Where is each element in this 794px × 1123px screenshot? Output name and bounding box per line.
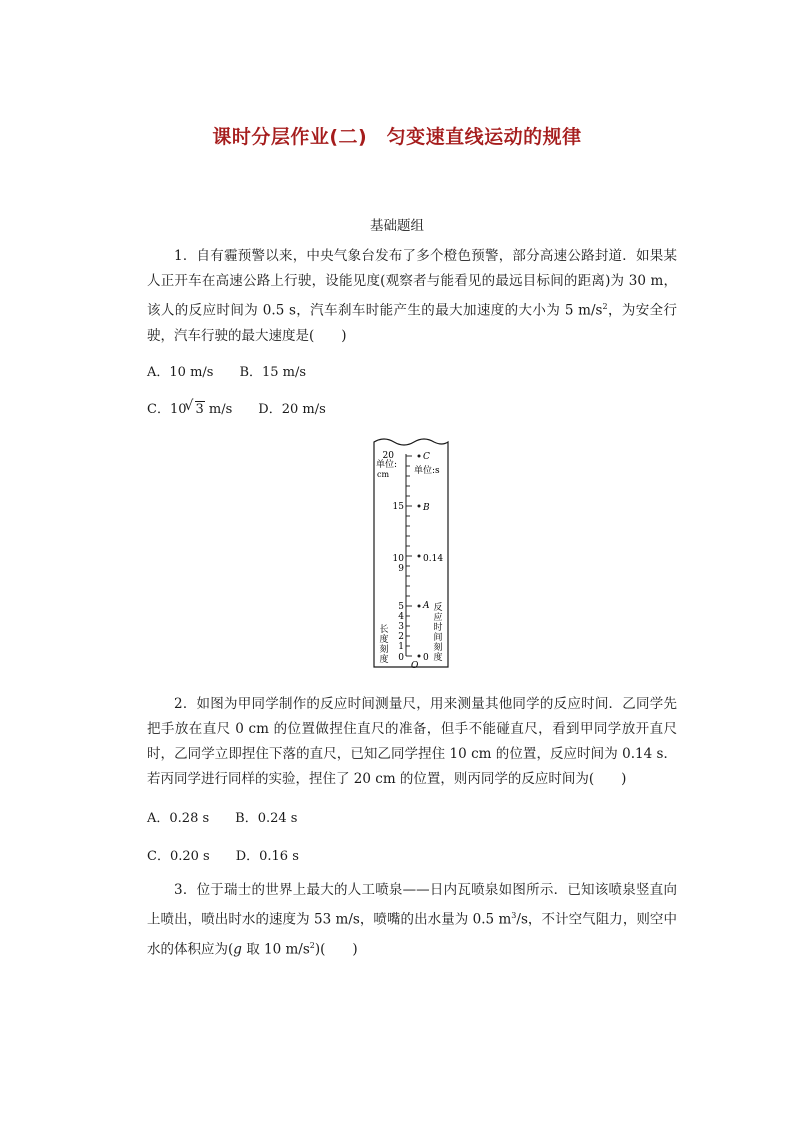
q2-option-d: D．0.16 s bbox=[235, 849, 299, 864]
q3-g-letter: g bbox=[233, 941, 242, 957]
right-vlabel-char: 反 bbox=[433, 603, 443, 613]
left-label-5: 5 bbox=[398, 602, 404, 612]
point-a-dot bbox=[418, 605, 421, 608]
q3-sup-1: 3 bbox=[511, 911, 517, 920]
q3-text-3: 取 10 m/s bbox=[241, 941, 310, 957]
left-label-10: 10 bbox=[392, 554, 404, 564]
left-label-15: 15 bbox=[392, 502, 404, 512]
left-label-4: 4 bbox=[398, 612, 404, 622]
question-2-text: 2．如图为甲同学制作的反应时间测量尺，用来测量其他同学的反应时间．乙同学先把手放在直尺 0 cm 的位置做捏住直尺的准备，但手不能碰直尺，看到甲同学放开直尺时，乙同学立即捏住下落的直尺，已知乙同学捏住 10 cm 的位置，反应时间为 0.14 s．若丙同学进行同样的实验，捏住了 20 cm 的位置，则丙同学的反应时间为( ) bbox=[147, 696, 677, 787]
q1-option-c-radicand: 3 bbox=[195, 402, 204, 417]
q2-option-b: B．0.24 s bbox=[235, 811, 298, 826]
q3-sup-2: 2 bbox=[309, 940, 315, 950]
point-zero-dot bbox=[418, 655, 421, 658]
q2-option-a: A．0.28 s bbox=[147, 811, 210, 826]
q2-option-c: C．0.20 s bbox=[147, 849, 210, 864]
section-heading: 基础题组 bbox=[370, 218, 424, 234]
q3-text-1: 3．位于瑞士的世界上最大的人工喷泉——日内瓦喷泉如图所示．已知该喷泉竖直向上喷出，喷出时水的速度为 53 m/s，喷嘴的出水量为 0.5 m bbox=[147, 882, 677, 928]
left-unit-cm: cm bbox=[377, 470, 390, 479]
right-vlabel-char: 刻 bbox=[433, 643, 443, 653]
right-label-0.14: 0.14 bbox=[423, 554, 444, 564]
left-label-2: 2 bbox=[398, 632, 404, 642]
q3-text-2: /s，不计空气阻力，则空中水的体积应为( bbox=[147, 911, 677, 957]
q2-options-row-2 bbox=[147, 845, 299, 864]
left-unit-label: 单位: bbox=[376, 460, 398, 470]
q1-option-d: D．20 m/s bbox=[258, 402, 326, 417]
point-b-dot bbox=[418, 505, 421, 508]
q1-sup: 2 bbox=[602, 302, 608, 311]
point-c-label: C bbox=[423, 452, 430, 462]
q1-text-before: 1．自有霾预警以来，中央气象台发布了多个橙色预警，部分高速公路封道．如果某人正开车在高速公路上行驶，设能见度(观察者与能看见的最远目标间的距离)为 30 m，该人的反应时间为 0.5 s，汽车刹车时能产生的最大加速度的大小为 5 m/s bbox=[147, 248, 677, 319]
point-c-dot bbox=[418, 455, 421, 458]
point-0.14-dot bbox=[418, 555, 421, 558]
left-label-0: 0 bbox=[398, 653, 404, 663]
left-vlabel-char: 长 bbox=[379, 625, 389, 635]
right-vertical-label bbox=[433, 601, 442, 663]
left-vertical-label bbox=[379, 624, 388, 665]
point-b-label: B bbox=[423, 503, 430, 513]
q1-option-a: A．10 m/s bbox=[147, 365, 214, 380]
q1-options-row-2 bbox=[147, 398, 326, 417]
point-o-label: O bbox=[411, 661, 419, 671]
left-vlabel-char: 刻 bbox=[379, 645, 389, 655]
point-a-label: A bbox=[423, 601, 430, 611]
left-label-20: 20 bbox=[382, 451, 394, 461]
right-label-0: 0 bbox=[423, 653, 429, 663]
left-scale bbox=[406, 454, 412, 656]
q2-options-row-1 bbox=[147, 807, 297, 826]
question-1-text bbox=[147, 244, 677, 349]
q1-option-c-prefix: C．10 bbox=[147, 402, 187, 417]
left-vlabel-char: 度 bbox=[379, 635, 389, 645]
page-title: 课时分层作业(二) 匀变速直线运动的规律 bbox=[212, 126, 582, 148]
right-unit-label: 单位:s bbox=[414, 466, 440, 476]
right-vlabel-char: 应 bbox=[433, 613, 443, 623]
q1-text-after: ，为安全行驶，汽车行驶的最大速度是( ) bbox=[147, 302, 678, 344]
reaction-time-ruler-figure bbox=[362, 434, 458, 676]
sqrt-symbol bbox=[187, 401, 205, 417]
q1-option-c-suffix: m/s bbox=[204, 402, 233, 417]
left-label-3: 3 bbox=[398, 622, 404, 632]
left-vlabel-char: 度 bbox=[379, 655, 389, 665]
left-label-9: 9 bbox=[398, 564, 404, 574]
q3-text-4: )( ) bbox=[314, 941, 358, 957]
right-vlabel-char: 间 bbox=[433, 633, 443, 643]
question-3-text bbox=[147, 878, 677, 962]
right-vlabel-char: 时 bbox=[433, 623, 443, 633]
right-vlabel-char: 度 bbox=[433, 653, 443, 663]
q1-option-b: B．15 m/s bbox=[239, 365, 307, 380]
q1-options-row-1 bbox=[147, 361, 306, 380]
left-label-1: 1 bbox=[398, 642, 404, 652]
